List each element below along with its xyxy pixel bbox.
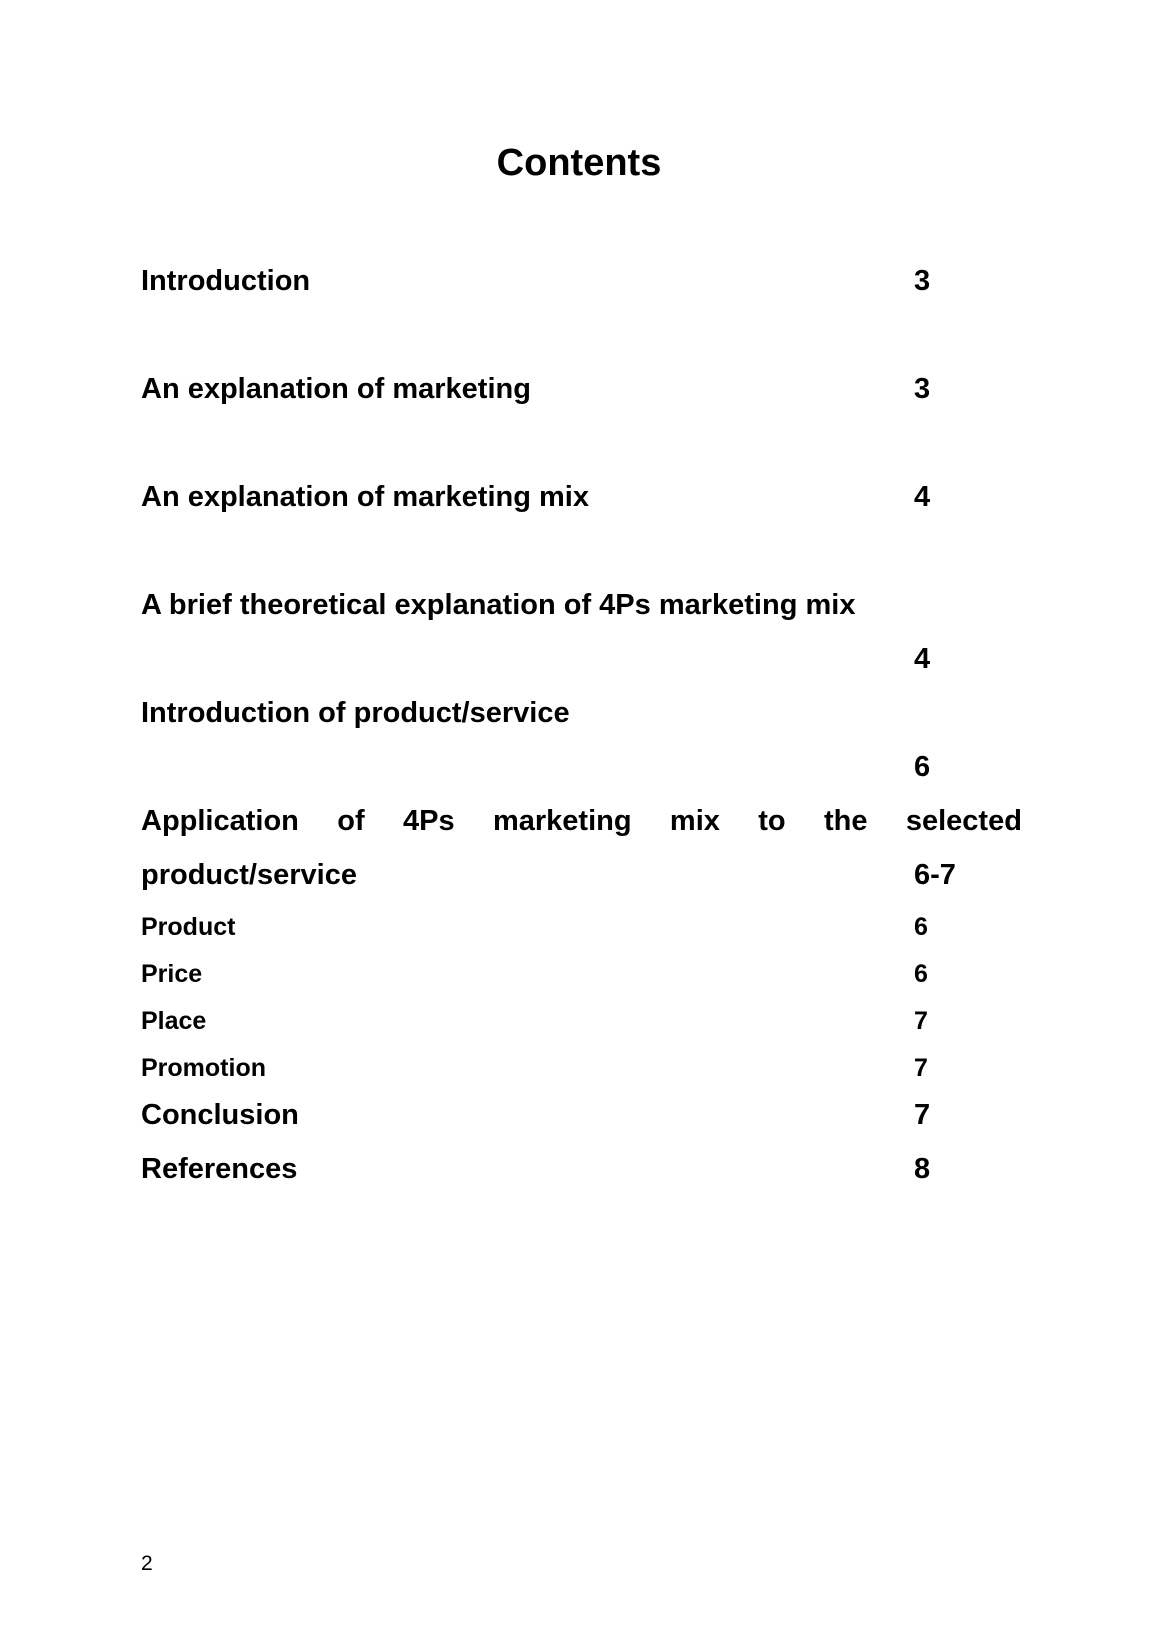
toc-page-promotion: 7	[914, 1054, 928, 1082]
toc-entry-references: References	[141, 1153, 298, 1185]
toc-page-explanation-of-marketing-mix: 4	[914, 481, 931, 513]
page-title: Contents	[496, 142, 662, 184]
toc-page-place: 7	[914, 1007, 928, 1035]
toc-page-introduction: 3	[914, 265, 931, 297]
toc-page-explanation-of-marketing: 3	[914, 373, 931, 405]
toc-entry-promotion: Promotion	[141, 1054, 266, 1082]
toc-entry-introduction: Introduction	[141, 265, 311, 297]
toc-entry-price: Price	[141, 960, 203, 988]
toc-entry-explanation-of-marketing: An explanation of marketing	[141, 373, 531, 405]
toc-page-introduction-of-product-service: 6	[914, 751, 931, 783]
toc-word: selected	[905, 805, 1022, 837]
toc-page-application: 6-7	[914, 859, 956, 891]
toc-word: 4Ps	[402, 805, 455, 837]
toc-page-price: 6	[914, 960, 928, 988]
toc-word: of	[337, 805, 365, 837]
toc-entry-explanation-of-marketing-mix: An explanation of marketing mix	[141, 481, 589, 513]
toc-entry-place: Place	[141, 1007, 207, 1035]
toc-entry-conclusion: Conclusion	[141, 1099, 299, 1131]
toc-entry-brief-theoretical-explanation: A brief theoretical explanation of 4Ps marketing mix	[141, 589, 856, 621]
toc-word: the	[824, 805, 868, 837]
toc-entry-application-line-1	[141, 803, 1022, 839]
toc-page-references: 8	[914, 1153, 931, 1185]
toc-word: to	[758, 805, 786, 837]
toc-page-conclusion: 7	[914, 1099, 931, 1131]
toc-word: marketing	[492, 805, 632, 837]
toc-page-brief-theoretical-explanation: 4	[914, 643, 931, 675]
toc-word: Application	[141, 805, 299, 837]
toc-entry-introduction-of-product-service: Introduction of product/service	[141, 697, 570, 729]
toc-entry-product: Product	[141, 913, 236, 941]
toc-word: mix	[669, 805, 720, 837]
toc-page-product: 6	[914, 913, 928, 941]
toc-entry-application-line-2: product/service	[141, 859, 357, 891]
page-number: 2	[141, 1552, 153, 1575]
